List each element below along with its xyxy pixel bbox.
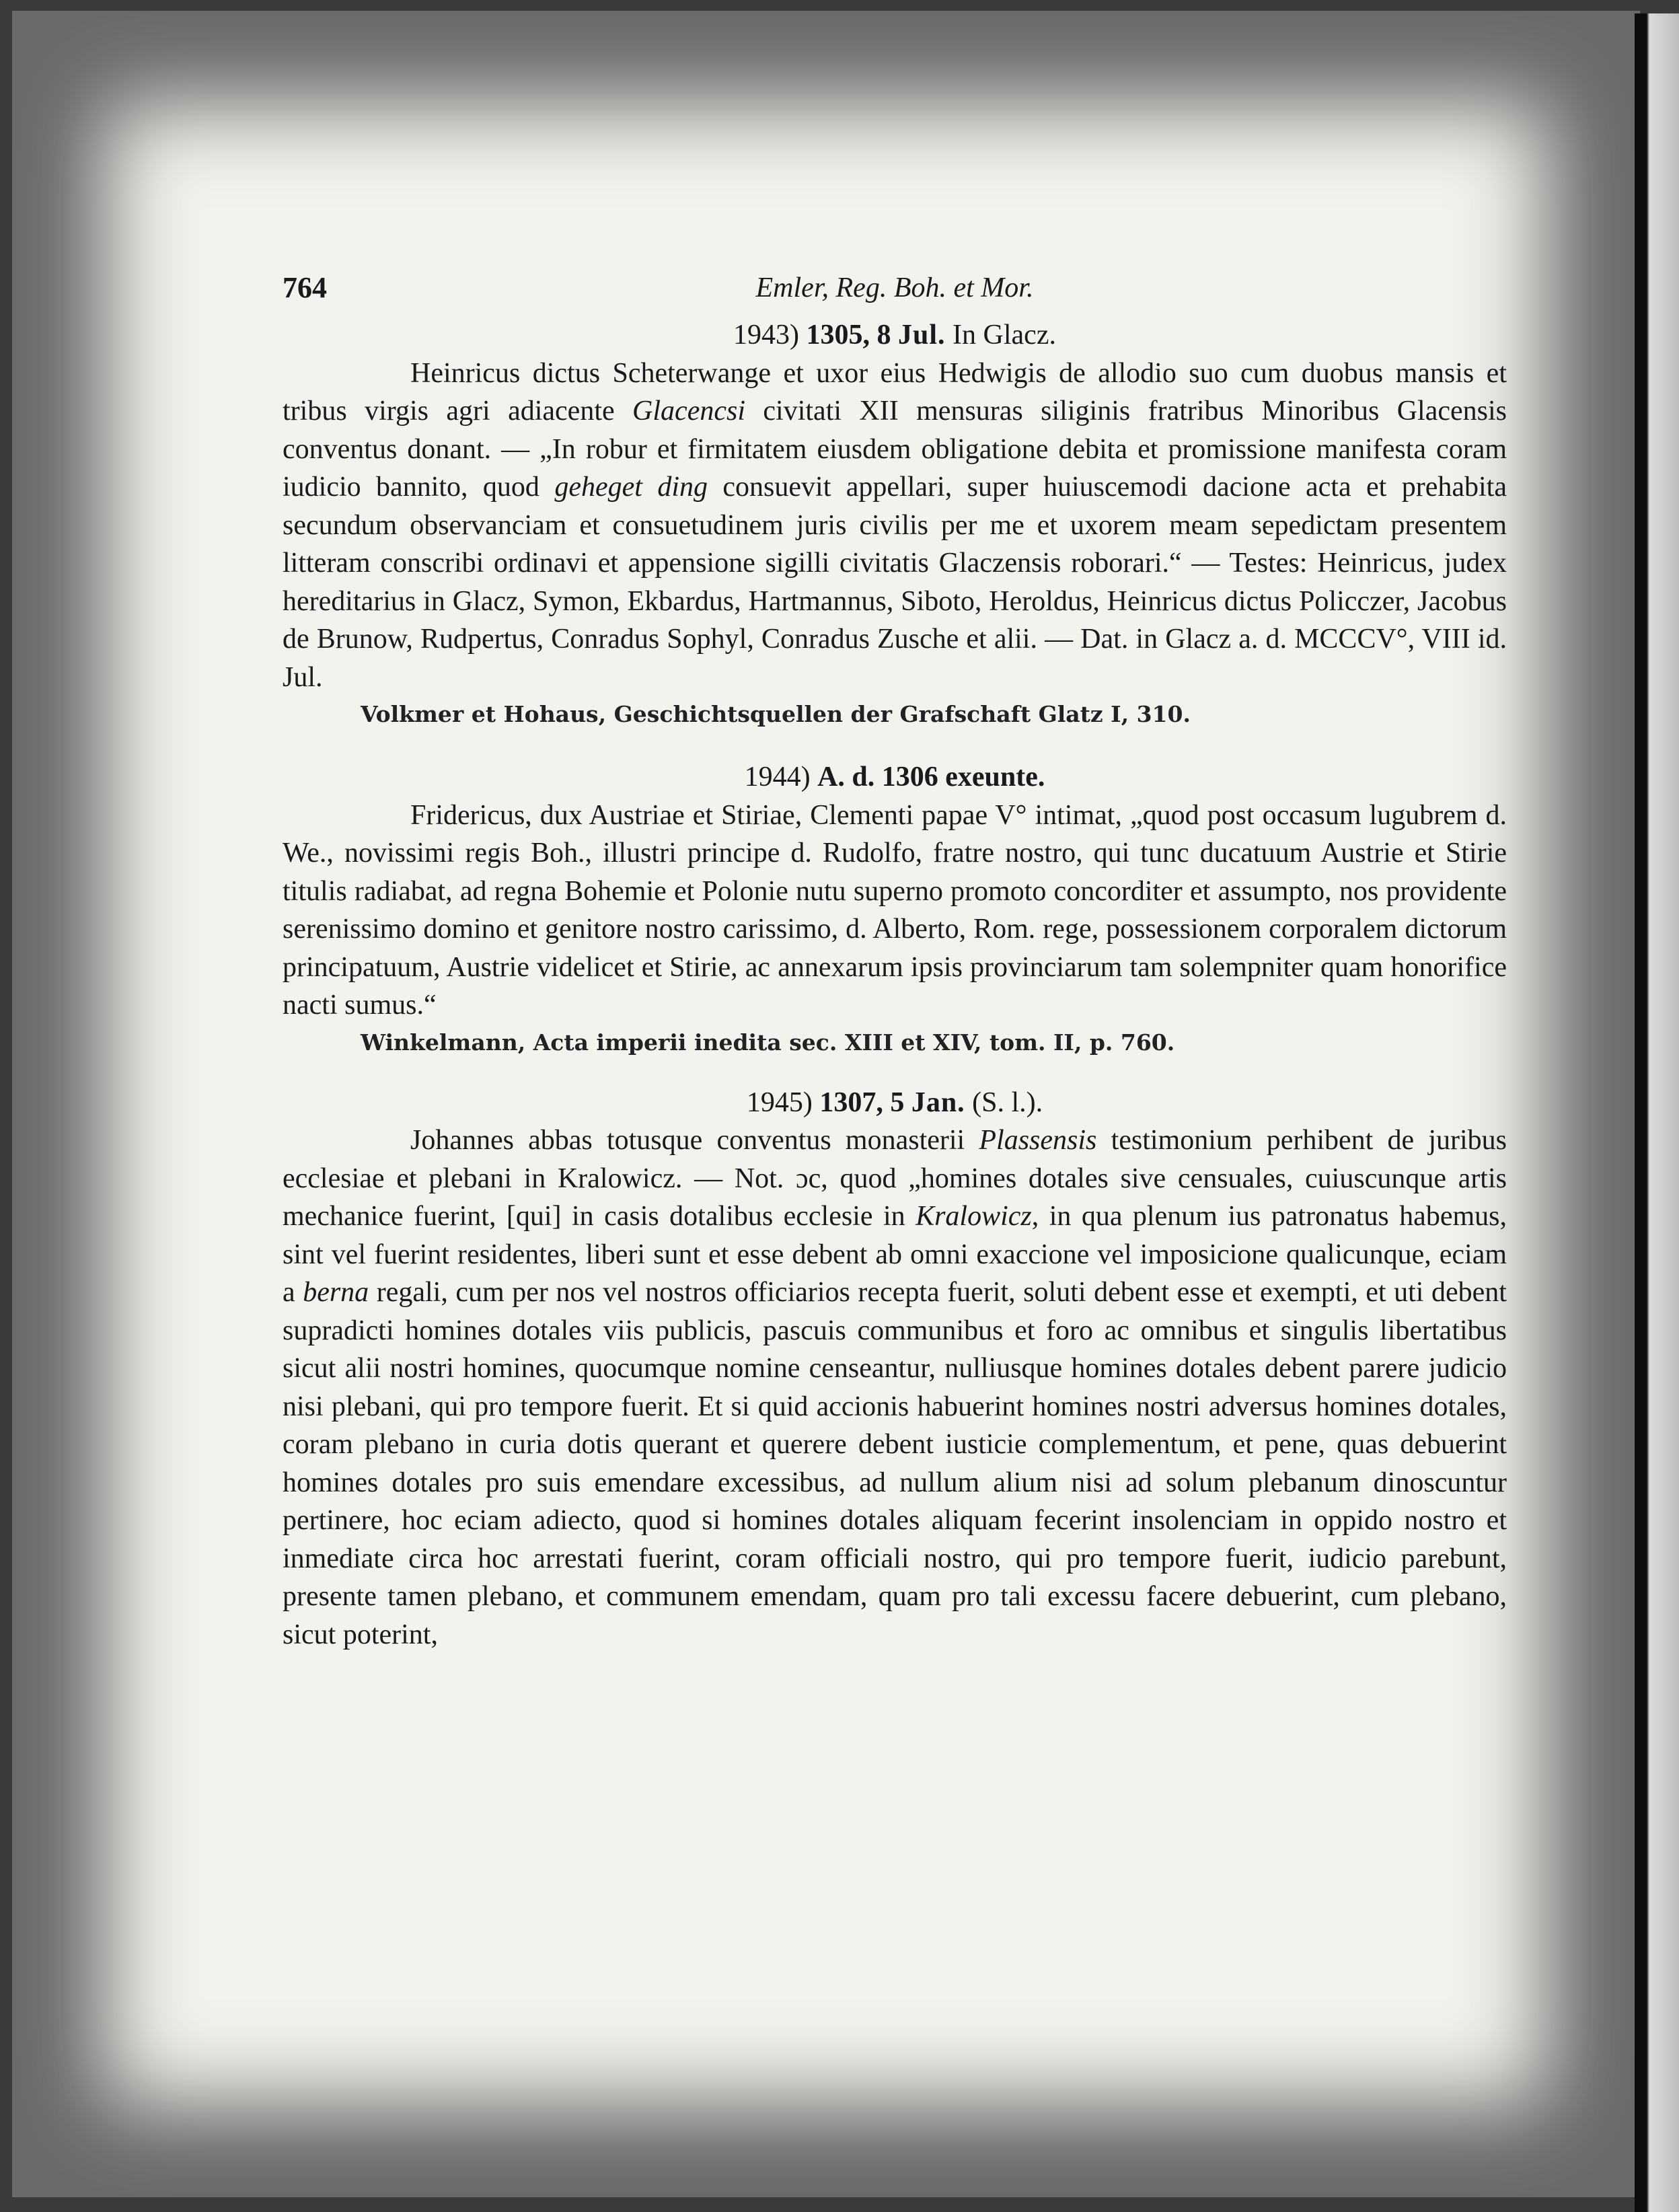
body-text: testimonium perhibent de juribus ecclesiae et plebani in Kralowicz. — Not. ɔc, quod „homines dotales sive censuales, cuiuscunque artis mechanice fuerint, [qui] in casis dotalibus ecclesie in	[283, 1125, 1507, 1232]
body-text: civitati XII mensuras siliginis fratribus Minoribus Glacensis conventus donant. — „In robur et firmitatem eiusdem obligatione debita et promissione manifesta coram iudicio bannito, quod	[283, 396, 1507, 503]
entry-date: 1305, 8	[806, 320, 891, 351]
entry-body-1945	[283, 1121, 1507, 1654]
running-title: Emler, Reg. Boh. et Mor.	[755, 272, 1034, 303]
page-header	[283, 269, 1507, 316]
body-italic: geheget ding	[554, 472, 708, 503]
entry-place: In Glacz.	[953, 320, 1056, 351]
body-italic: Glacencsi	[632, 396, 745, 427]
entry-body-1943	[283, 355, 1507, 697]
entry-place: (S. l.).	[972, 1086, 1043, 1118]
entry-title-1945	[283, 1084, 1507, 1122]
body-text: Heinricus dictus Scheterwange et uxor eius Hedwigis de allodio suo cum duobus mansis et tribus virgis agri adiacente	[283, 357, 1507, 427]
page-number: 764	[283, 271, 327, 304]
body-text: , in qua plenum ius patronatus habemus, sint vel fuerint residentes, liberi sunt et esse debent ab omni exaccione vel imposicione qualicunque, eciam a	[283, 1201, 1507, 1308]
entry-date: A. d. 1306 exeunte.	[817, 762, 1045, 792]
entry-month: Jan.	[911, 1086, 965, 1118]
body-italic: Plassensis	[979, 1125, 1097, 1156]
entry-date: 1307, 5	[819, 1086, 905, 1118]
body-italic: berna	[303, 1277, 369, 1308]
entry-title-1944	[283, 758, 1507, 797]
page-content	[283, 269, 1507, 1654]
body-text: regali, cum per nos vel nostros officiarios recepta fuerit, soluti debent esse et exempti, et uti debent supradicti homines dotales viis publicis, pascuis communibus et foro ac omnibus et singulis libertatibus sicut alii nostri homines, quocumque nomine censeantur, nulliusque homines dotales debent parere judicio nisi plebani, qui pro tempore fuerit. Et si quid accionis habuerint homines nostri adversus homines dotales, coram plebano in curia dotis querant et querere debent iusticie complementum, et pene, quas debuerint homines dotales pro suis emendare excessibus, ad nullum alium nisi ad solum plebanum dinoscuntur pertinere, hoc eciam adiecto, quod si homines dotales aliquam fecerint insolenciam in oppido nostro et inmediate circa hoc arrestati fuerint, coram officiali nostro, qui pro tempore fuerit, iudicio parebunt, presente tamen plebano, et communem emendam, quam pro tali excessu facere debuerint, cum plebano, sicut poterint,	[283, 1277, 1507, 1650]
entry-title-1943	[283, 316, 1507, 355]
entry-source-1944: Winkelmann, Acta imperii inedita sec. XIII et XIV, tom. II, p. 760.	[361, 1029, 1175, 1056]
body-italic: Kralowicz	[916, 1201, 1032, 1232]
entry-number: 1945)	[746, 1086, 813, 1118]
entry-body-1944: Fridericus, dux Austriae et Stiriae, Clementi papae V° intimat, „quod post occasum lugubrem d. We., novissimi regis Boh., illustri principe d. Rudolfo, fratre nostro, qui tunc ducatuum Austrie et Stirie titulis radiabat, ad regna Bohemie et Polonie nutu superno promoto concorditer et assumpto, nos providente serenissimo domino et genitore nostro carissimo, d. Alberto, Rom. rege, possessionem corporalem dictorum principatuum, Austrie videlicet et Stirie, ac annexarum ipsis provinciarum tam solempniter quam honorifice nacti sumus.“	[283, 799, 1507, 1021]
body-text: consuevit appellari, super huiuscemodi dacione acta et prehabita secundum observanciam et consuetudinem juris civilis per me et uxorem meam sepedictam presentem litteram conscribi ordinavi et appensione sigilli civitatis Glaczensis roborari.“ — Testes: Heinricus, judex hereditarius in Glacz, Symon, Ekbardus, Hartmannus, Siboto, Heroldus, Heinricus dictus Policczer, Jacobus de Brunow, Rudpertus, Conradus Sophyl, Conradus Zusche et alii. — Dat. in Glacz a. d. MCCCV°, VIII id. Jul.	[283, 472, 1507, 693]
body-text: Johannes abbas totusque conventus monasterii	[410, 1125, 979, 1156]
entry-source-1943: Volkmer et Hohaus, Geschichtsquellen der Grafschaft Glatz I, 310.	[361, 701, 1191, 727]
adjacent-page-edge	[1635, 13, 1679, 2212]
entry-number: 1944)	[744, 762, 811, 792]
entry-number: 1943)	[733, 320, 800, 351]
entry-month: Jul.	[898, 320, 946, 351]
